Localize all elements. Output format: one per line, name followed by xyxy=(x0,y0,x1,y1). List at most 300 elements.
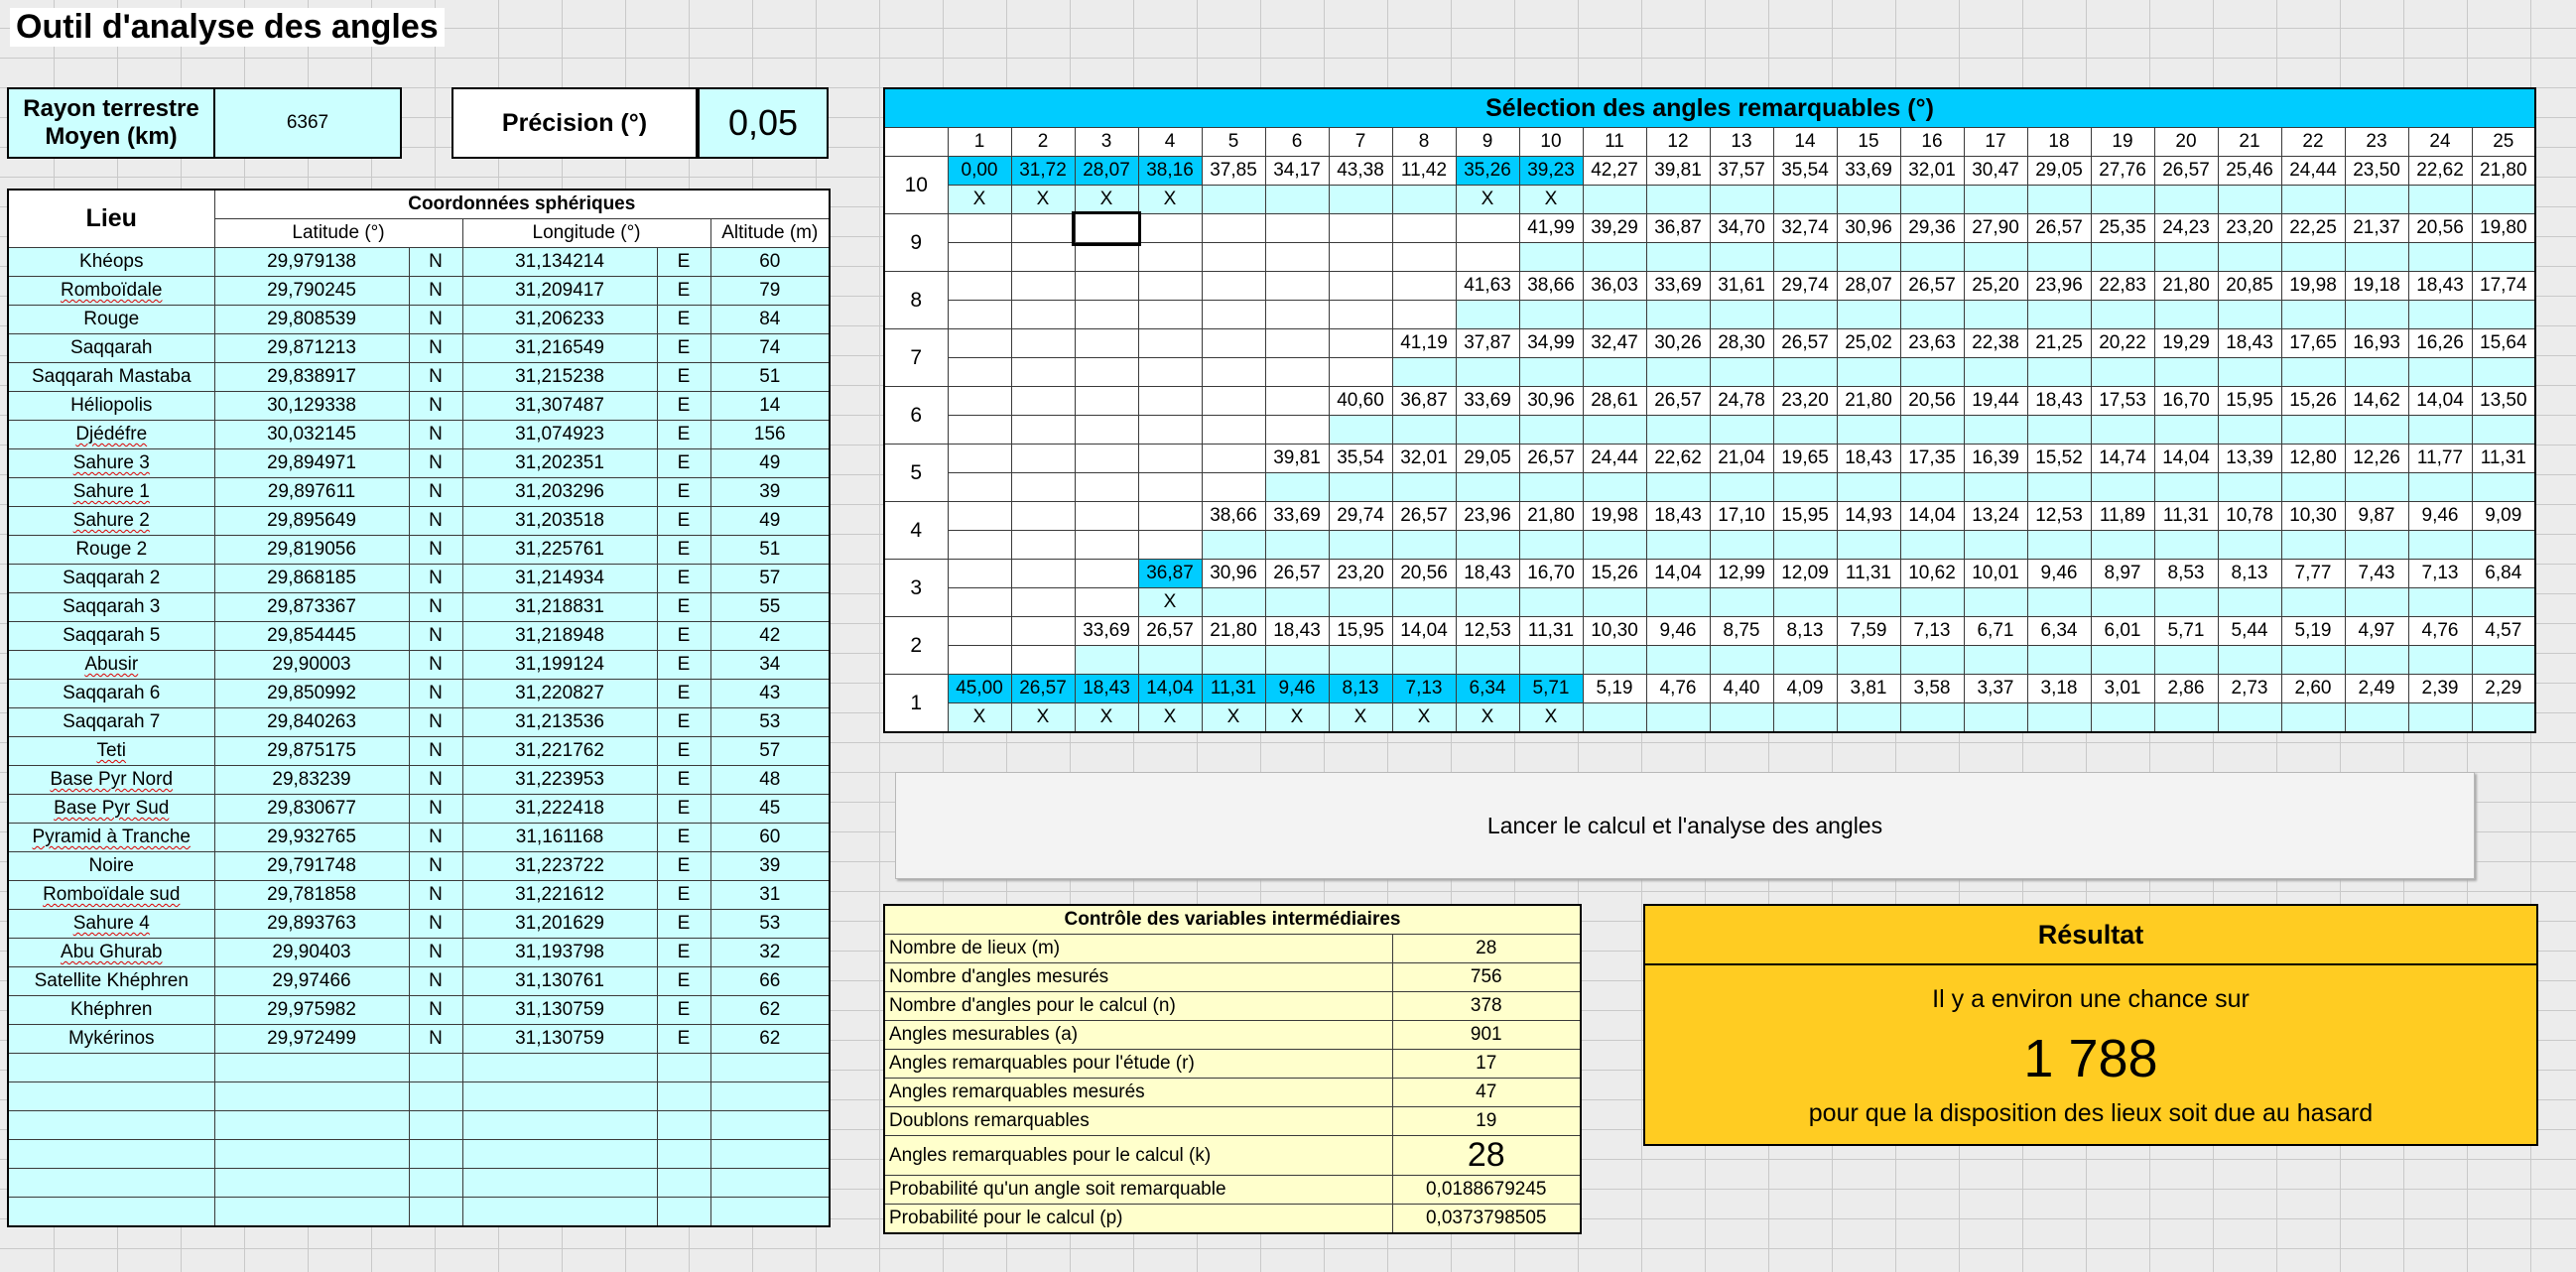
mark-cell[interactable] xyxy=(1202,416,1265,445)
angle-cell[interactable]: 25,46 xyxy=(2218,157,2281,186)
mark-cell[interactable] xyxy=(1202,301,1265,329)
angle-cell[interactable]: 26,57 xyxy=(1392,502,1456,531)
angle-cell[interactable] xyxy=(1138,445,1202,473)
mark-cell[interactable] xyxy=(948,473,1011,502)
mark-cell[interactable] xyxy=(2408,416,2472,445)
place-name[interactable] xyxy=(8,766,214,795)
angle-cell[interactable]: 32,47 xyxy=(1583,329,1646,358)
empty-cell[interactable] xyxy=(8,1111,214,1140)
empty-cell[interactable] xyxy=(462,1054,657,1082)
place-alt[interactable]: 31 xyxy=(710,881,830,910)
place-lon[interactable]: 31,074923 xyxy=(462,421,657,449)
place-alt[interactable]: 66 xyxy=(710,967,830,996)
place-ew[interactable]: E xyxy=(657,536,710,565)
mark-cell[interactable] xyxy=(2281,473,2345,502)
angle-cell[interactable]: 18,43 xyxy=(1837,445,1900,473)
place-lat[interactable]: 30,129338 xyxy=(214,392,409,421)
mark-cell[interactable] xyxy=(1075,243,1138,272)
mark-cell[interactable] xyxy=(1265,358,1329,387)
mark-cell[interactable] xyxy=(948,416,1011,445)
angle-cell[interactable]: 6,34 xyxy=(2027,617,2091,646)
angle-cell[interactable]: 23,96 xyxy=(2027,272,2091,301)
place-alt[interactable]: 53 xyxy=(710,910,830,939)
place-alt[interactable]: 32 xyxy=(710,939,830,967)
place-lat[interactable]: 29,850992 xyxy=(214,680,409,708)
angle-cell[interactable]: 11,31 xyxy=(2154,502,2218,531)
place-ns[interactable]: N xyxy=(409,680,462,708)
angle-cell[interactable]: 22,38 xyxy=(1964,329,2027,358)
place-ew[interactable]: E xyxy=(657,392,710,421)
mark-cell[interactable] xyxy=(2218,646,2281,675)
angle-cell[interactable]: 10,30 xyxy=(1583,617,1646,646)
mark-cell[interactable] xyxy=(1773,588,1837,617)
mark-cell[interactable] xyxy=(2345,301,2408,329)
mark-cell[interactable] xyxy=(1456,243,1519,272)
place-lon[interactable]: 31,307487 xyxy=(462,392,657,421)
place-lon[interactable]: 31,193798 xyxy=(462,939,657,967)
angle-cell[interactable] xyxy=(948,445,1011,473)
mark-cell[interactable] xyxy=(1773,646,1837,675)
place-ns[interactable]: N xyxy=(409,421,462,449)
mark-cell[interactable] xyxy=(2091,186,2154,214)
mark-cell[interactable] xyxy=(2091,646,2154,675)
place-ns[interactable]: N xyxy=(409,565,462,593)
angle-cell[interactable]: 12,26 xyxy=(2345,445,2408,473)
empty-cell[interactable] xyxy=(409,1140,462,1169)
place-lon[interactable]: 31,221762 xyxy=(462,737,657,766)
angle-cell[interactable]: 41,19 xyxy=(1392,329,1456,358)
place-lat[interactable]: 29,838917 xyxy=(214,363,409,392)
mark-cell[interactable] xyxy=(2091,358,2154,387)
angle-cell[interactable]: 37,57 xyxy=(1710,157,1773,186)
mark-cell[interactable] xyxy=(2281,243,2345,272)
angle-cell[interactable]: 20,56 xyxy=(1900,387,1964,416)
mark-cell[interactable] xyxy=(1964,588,2027,617)
place-lon[interactable]: 31,209417 xyxy=(462,277,657,306)
angle-cell[interactable]: 4,76 xyxy=(1646,675,1710,703)
place-ew[interactable]: E xyxy=(657,824,710,852)
angle-cell[interactable]: 36,87 xyxy=(1392,387,1456,416)
angle-cell[interactable]: 25,02 xyxy=(1837,329,1900,358)
place-name[interactable]: Rouge xyxy=(8,306,214,334)
mark-cell[interactable] xyxy=(1392,416,1456,445)
mark-cell[interactable] xyxy=(1837,588,1900,617)
mark-cell[interactable] xyxy=(1773,416,1837,445)
place-alt[interactable]: 55 xyxy=(710,593,830,622)
place-lat[interactable]: 29,873367 xyxy=(214,593,409,622)
mark-cell[interactable] xyxy=(2218,416,2281,445)
mark-cell[interactable] xyxy=(1583,186,1646,214)
place-lat[interactable]: 29,791748 xyxy=(214,852,409,881)
empty-cell[interactable] xyxy=(409,1054,462,1082)
place-name[interactable]: Saqqarah 7 xyxy=(8,708,214,737)
mark-cell[interactable] xyxy=(1202,243,1265,272)
mark-cell[interactable] xyxy=(1583,358,1646,387)
mark-cell[interactable] xyxy=(2281,416,2345,445)
angle-cell[interactable]: 11,31 xyxy=(1837,560,1900,588)
mark-cell[interactable] xyxy=(2027,473,2091,502)
angle-cell[interactable] xyxy=(1138,329,1202,358)
angle-cell[interactable]: 29,74 xyxy=(1773,272,1837,301)
mark-cell[interactable] xyxy=(2027,416,2091,445)
mark-cell[interactable] xyxy=(1837,358,1900,387)
angle-cell[interactable]: 20,85 xyxy=(2218,272,2281,301)
place-alt[interactable]: 51 xyxy=(710,536,830,565)
angle-cell[interactable] xyxy=(1075,502,1138,531)
empty-cell[interactable] xyxy=(657,1082,710,1111)
place-ew[interactable]: E xyxy=(657,334,710,363)
angle-cell[interactable]: 22,25 xyxy=(2281,214,2345,243)
place-ew[interactable]: E xyxy=(657,881,710,910)
place-lat[interactable]: 29,868185 xyxy=(214,565,409,593)
mark-cell[interactable] xyxy=(1265,588,1329,617)
mark-cell[interactable]: X xyxy=(1202,703,1265,733)
angle-cell[interactable] xyxy=(1011,502,1075,531)
mark-cell[interactable] xyxy=(1646,301,1710,329)
mark-cell[interactable] xyxy=(1202,588,1265,617)
angle-cell[interactable]: 20,56 xyxy=(1392,560,1456,588)
mark-cell[interactable] xyxy=(1519,531,1583,560)
place-ew[interactable]: E xyxy=(657,478,710,507)
place-lat[interactable]: 29,893763 xyxy=(214,910,409,939)
angle-cell[interactable]: 3,81 xyxy=(1837,675,1900,703)
angle-cell[interactable]: 13,24 xyxy=(1964,502,2027,531)
angle-cell[interactable]: 9,87 xyxy=(2345,502,2408,531)
place-ew[interactable]: E xyxy=(657,737,710,766)
place-lon[interactable]: 31,223953 xyxy=(462,766,657,795)
place-alt[interactable]: 39 xyxy=(710,852,830,881)
mark-cell[interactable] xyxy=(2154,358,2218,387)
empty-cell[interactable] xyxy=(8,1054,214,1082)
angle-cell[interactable]: 9,46 xyxy=(2027,560,2091,588)
mark-cell[interactable] xyxy=(2091,588,2154,617)
mark-cell[interactable] xyxy=(1837,416,1900,445)
mark-cell[interactable] xyxy=(1773,243,1837,272)
mark-cell[interactable]: X xyxy=(1265,703,1329,733)
angle-cell[interactable]: 12,53 xyxy=(1456,617,1519,646)
mark-cell[interactable] xyxy=(2154,531,2218,560)
angle-cell[interactable]: 8,75 xyxy=(1710,617,1773,646)
place-lon[interactable]: 31,215238 xyxy=(462,363,657,392)
mark-cell[interactable] xyxy=(2408,588,2472,617)
angle-cell[interactable]: 32,74 xyxy=(1773,214,1837,243)
angle-cell[interactable]: 4,57 xyxy=(2472,617,2535,646)
place-alt[interactable]: 51 xyxy=(710,363,830,392)
mark-cell[interactable] xyxy=(1265,473,1329,502)
place-lon[interactable]: 31,203296 xyxy=(462,478,657,507)
angle-cell[interactable]: 13,39 xyxy=(2218,445,2281,473)
mark-cell[interactable] xyxy=(1519,243,1583,272)
angle-cell[interactable]: 8,13 xyxy=(1329,675,1392,703)
angle-cell[interactable]: 10,01 xyxy=(1964,560,2027,588)
angle-cell[interactable]: 26,57 xyxy=(2027,214,2091,243)
angle-cell[interactable] xyxy=(1075,387,1138,416)
place-name[interactable]: Saqqarah 2 xyxy=(8,565,214,593)
place-ew[interactable]: E xyxy=(657,939,710,967)
mark-cell[interactable] xyxy=(1138,358,1202,387)
angle-cell[interactable]: 14,62 xyxy=(2345,387,2408,416)
angle-cell[interactable]: 21,80 xyxy=(1519,502,1583,531)
place-name[interactable] xyxy=(8,795,214,824)
angle-cell[interactable]: 39,23 xyxy=(1519,157,1583,186)
angle-cell[interactable]: 41,63 xyxy=(1456,272,1519,301)
angle-cell[interactable]: 19,65 xyxy=(1773,445,1837,473)
mark-cell[interactable] xyxy=(1456,646,1519,675)
angle-cell[interactable]: 38,16 xyxy=(1138,157,1202,186)
angle-cell[interactable] xyxy=(1138,272,1202,301)
mark-cell[interactable] xyxy=(2472,531,2535,560)
angle-cell[interactable]: 5,71 xyxy=(1519,675,1583,703)
angle-cell[interactable]: 23,63 xyxy=(1900,329,1964,358)
angle-cell[interactable]: 11,89 xyxy=(2091,502,2154,531)
mark-cell[interactable] xyxy=(1329,531,1392,560)
angle-cell[interactable]: 19,80 xyxy=(2472,214,2535,243)
mark-cell[interactable] xyxy=(1329,358,1392,387)
mark-cell[interactable] xyxy=(1964,473,2027,502)
angle-cell[interactable]: 8,53 xyxy=(2154,560,2218,588)
mark-cell[interactable] xyxy=(1519,358,1583,387)
place-lon[interactable]: 31,130761 xyxy=(462,967,657,996)
angle-cell[interactable]: 16,39 xyxy=(1964,445,2027,473)
mark-cell[interactable] xyxy=(1964,186,2027,214)
place-alt[interactable]: 60 xyxy=(710,824,830,852)
angle-cell[interactable]: 33,69 xyxy=(1075,617,1138,646)
place-alt[interactable]: 53 xyxy=(710,708,830,737)
place-name[interactable]: Satellite Khéphren xyxy=(8,967,214,996)
angle-cell[interactable]: 5,19 xyxy=(1583,675,1646,703)
mark-cell[interactable] xyxy=(1519,473,1583,502)
mark-cell[interactable] xyxy=(1646,531,1710,560)
place-name[interactable]: Mykérinos xyxy=(8,1025,214,1054)
place-ew[interactable]: E xyxy=(657,1025,710,1054)
angle-cell[interactable]: 30,96 xyxy=(1202,560,1265,588)
mark-cell[interactable] xyxy=(1329,243,1392,272)
angle-cell[interactable]: 18,43 xyxy=(1646,502,1710,531)
mark-cell[interactable] xyxy=(2218,703,2281,733)
angle-cell[interactable]: 7,59 xyxy=(1837,617,1900,646)
mark-cell[interactable] xyxy=(1710,646,1773,675)
place-alt[interactable]: 45 xyxy=(710,795,830,824)
place-ew[interactable]: E xyxy=(657,680,710,708)
angle-cell[interactable]: 23,20 xyxy=(1329,560,1392,588)
angle-cell[interactable]: 15,95 xyxy=(1329,617,1392,646)
angle-cell[interactable] xyxy=(1011,329,1075,358)
angle-cell[interactable] xyxy=(948,387,1011,416)
place-ns[interactable]: N xyxy=(409,824,462,852)
place-alt[interactable]: 62 xyxy=(710,996,830,1025)
mark-cell[interactable] xyxy=(1329,588,1392,617)
mark-cell[interactable]: X xyxy=(1138,703,1202,733)
mark-cell[interactable] xyxy=(1710,301,1773,329)
place-name[interactable]: Saqqarah xyxy=(8,334,214,363)
mark-cell[interactable] xyxy=(2472,588,2535,617)
mark-cell[interactable] xyxy=(1583,531,1646,560)
angle-cell[interactable]: 31,72 xyxy=(1011,157,1075,186)
angle-cell[interactable] xyxy=(1075,214,1138,243)
angle-cell[interactable]: 21,04 xyxy=(1710,445,1773,473)
angle-cell[interactable]: 35,54 xyxy=(1329,445,1392,473)
mark-cell[interactable] xyxy=(1710,358,1773,387)
angle-cell[interactable]: 23,96 xyxy=(1456,502,1519,531)
mark-cell[interactable] xyxy=(1964,531,2027,560)
place-lat[interactable]: 29,854445 xyxy=(214,622,409,651)
place-alt[interactable]: 43 xyxy=(710,680,830,708)
angle-cell[interactable]: 14,93 xyxy=(1837,502,1900,531)
mark-cell[interactable] xyxy=(1773,301,1837,329)
angle-cell[interactable]: 36,87 xyxy=(1646,214,1710,243)
mark-cell[interactable] xyxy=(1583,588,1646,617)
angle-cell[interactable]: 22,62 xyxy=(2408,157,2472,186)
angle-cell[interactable]: 16,26 xyxy=(2408,329,2472,358)
place-name[interactable]: Noire xyxy=(8,852,214,881)
angle-cell[interactable]: 2,73 xyxy=(2218,675,2281,703)
place-lat[interactable]: 29,830677 xyxy=(214,795,409,824)
mark-cell[interactable] xyxy=(1646,588,1710,617)
angle-cell[interactable] xyxy=(1011,272,1075,301)
angle-cell[interactable] xyxy=(1265,272,1329,301)
mark-cell[interactable] xyxy=(1900,531,1964,560)
angle-cell[interactable]: 2,49 xyxy=(2345,675,2408,703)
place-name[interactable] xyxy=(8,449,214,478)
angle-cell[interactable]: 29,36 xyxy=(1900,214,1964,243)
place-ns[interactable]: N xyxy=(409,392,462,421)
angle-cell[interactable] xyxy=(1138,387,1202,416)
mark-cell[interactable] xyxy=(2472,358,2535,387)
mark-cell[interactable] xyxy=(1646,473,1710,502)
mark-cell[interactable] xyxy=(2408,186,2472,214)
mark-cell[interactable] xyxy=(2472,703,2535,733)
place-ew[interactable]: E xyxy=(657,910,710,939)
place-alt[interactable]: 62 xyxy=(710,1025,830,1054)
place-ns[interactable]: N xyxy=(409,967,462,996)
angle-cell[interactable]: 7,43 xyxy=(2345,560,2408,588)
angle-cell[interactable]: 4,40 xyxy=(1710,675,1773,703)
mark-cell[interactable] xyxy=(1202,358,1265,387)
place-ew[interactable]: E xyxy=(657,248,710,277)
place-ew[interactable]: E xyxy=(657,363,710,392)
mark-cell[interactable] xyxy=(2345,703,2408,733)
angle-cell[interactable]: 21,80 xyxy=(1202,617,1265,646)
mark-cell[interactable] xyxy=(1392,473,1456,502)
angle-cell[interactable] xyxy=(1075,272,1138,301)
mark-cell[interactable]: X xyxy=(948,703,1011,733)
mark-cell[interactable] xyxy=(2154,301,2218,329)
angle-cell[interactable]: 16,70 xyxy=(2154,387,2218,416)
mark-cell[interactable] xyxy=(1329,473,1392,502)
angle-cell[interactable]: 28,07 xyxy=(1837,272,1900,301)
mark-cell[interactable] xyxy=(1265,646,1329,675)
angle-cell[interactable]: 17,35 xyxy=(1900,445,1964,473)
place-ns[interactable]: N xyxy=(409,306,462,334)
place-lat[interactable]: 29,781858 xyxy=(214,881,409,910)
mark-cell[interactable] xyxy=(1456,531,1519,560)
angle-cell[interactable]: 8,97 xyxy=(2091,560,2154,588)
mark-cell[interactable] xyxy=(1456,473,1519,502)
angle-cell[interactable]: 16,70 xyxy=(1519,560,1583,588)
angle-cell[interactable]: 8,13 xyxy=(1773,617,1837,646)
angle-cell[interactable] xyxy=(948,617,1011,646)
place-lat[interactable]: 29,895649 xyxy=(214,507,409,536)
place-lon[interactable]: 31,206233 xyxy=(462,306,657,334)
angle-cell[interactable]: 38,66 xyxy=(1202,502,1265,531)
mark-cell[interactable] xyxy=(1646,416,1710,445)
angle-cell[interactable]: 42,27 xyxy=(1583,157,1646,186)
mark-cell[interactable] xyxy=(2408,703,2472,733)
mark-cell[interactable]: X xyxy=(948,186,1011,214)
mark-cell[interactable]: X xyxy=(1138,186,1202,214)
mark-cell[interactable] xyxy=(1456,358,1519,387)
empty-cell[interactable] xyxy=(214,1198,409,1227)
mark-cell[interactable] xyxy=(1900,416,1964,445)
mark-cell[interactable] xyxy=(1202,531,1265,560)
mark-cell[interactable] xyxy=(1075,646,1138,675)
angle-cell[interactable] xyxy=(1202,445,1265,473)
place-ew[interactable]: E xyxy=(657,449,710,478)
angle-cell[interactable]: 6,84 xyxy=(2472,560,2535,588)
place-name[interactable]: Saqqarah 5 xyxy=(8,622,214,651)
mark-cell[interactable] xyxy=(1646,646,1710,675)
mark-cell[interactable] xyxy=(1138,473,1202,502)
place-ns[interactable]: N xyxy=(409,766,462,795)
angle-cell[interactable] xyxy=(948,272,1011,301)
angle-cell[interactable] xyxy=(1392,272,1456,301)
angle-cell[interactable] xyxy=(1329,214,1392,243)
angle-cell[interactable]: 32,01 xyxy=(1392,445,1456,473)
place-ns[interactable]: N xyxy=(409,536,462,565)
empty-cell[interactable] xyxy=(409,1111,462,1140)
mark-cell[interactable] xyxy=(1329,301,1392,329)
place-name[interactable]: Saqqarah 3 xyxy=(8,593,214,622)
mark-cell[interactable] xyxy=(2345,473,2408,502)
mark-cell[interactable]: X xyxy=(1329,703,1392,733)
angle-cell[interactable]: 39,81 xyxy=(1265,445,1329,473)
empty-cell[interactable] xyxy=(657,1169,710,1198)
place-lat[interactable]: 29,97466 xyxy=(214,967,409,996)
angle-cell[interactable]: 21,80 xyxy=(2472,157,2535,186)
angle-cell[interactable]: 12,99 xyxy=(1710,560,1773,588)
angle-cell[interactable]: 3,37 xyxy=(1964,675,2027,703)
mark-cell[interactable] xyxy=(1583,416,1646,445)
place-name[interactable] xyxy=(8,277,214,306)
place-alt[interactable]: 57 xyxy=(710,565,830,593)
place-alt[interactable]: 49 xyxy=(710,507,830,536)
place-lat[interactable]: 29,894971 xyxy=(214,449,409,478)
angle-cell[interactable]: 26,57 xyxy=(2154,157,2218,186)
empty-cell[interactable] xyxy=(214,1111,409,1140)
place-alt[interactable]: 34 xyxy=(710,651,830,680)
angle-cell[interactable]: 40,60 xyxy=(1329,387,1392,416)
angle-cell[interactable]: 15,52 xyxy=(2027,445,2091,473)
angle-cell[interactable]: 25,20 xyxy=(1964,272,2027,301)
mark-cell[interactable] xyxy=(2281,531,2345,560)
mark-cell[interactable] xyxy=(1265,416,1329,445)
angle-cell[interactable]: 21,80 xyxy=(2154,272,2218,301)
angle-cell[interactable] xyxy=(1202,329,1265,358)
angle-cell[interactable]: 9,46 xyxy=(1646,617,1710,646)
angle-cell[interactable]: 14,04 xyxy=(1392,617,1456,646)
angle-cell[interactable]: 26,57 xyxy=(1519,445,1583,473)
mark-cell[interactable] xyxy=(1392,186,1456,214)
mark-cell[interactable] xyxy=(1710,243,1773,272)
place-lat[interactable]: 29,790245 xyxy=(214,277,409,306)
empty-cell[interactable] xyxy=(214,1082,409,1111)
mark-cell[interactable] xyxy=(2218,243,2281,272)
mark-cell[interactable] xyxy=(2027,301,2091,329)
angle-cell[interactable]: 9,46 xyxy=(1265,675,1329,703)
place-alt[interactable]: 60 xyxy=(710,248,830,277)
mark-cell[interactable] xyxy=(2091,416,2154,445)
angle-cell[interactable] xyxy=(1011,214,1075,243)
